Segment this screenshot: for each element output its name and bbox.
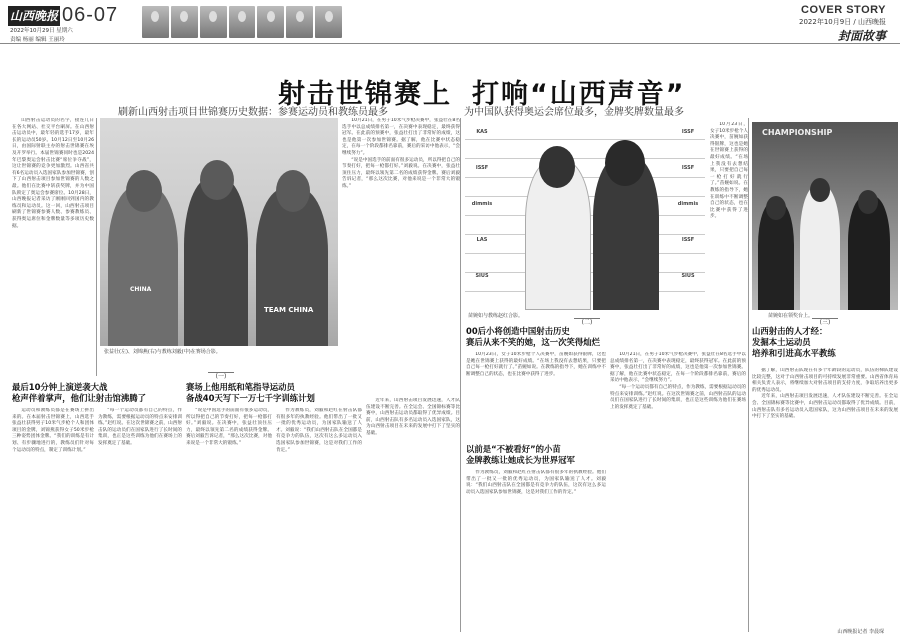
- photo-caption-mid: 苗婉如与教练赵红合影。: [468, 313, 524, 319]
- section-heading: 赛场上他用纸和笔指导运动员 备战40天写下一万七千字训练计划: [186, 382, 315, 403]
- page-number: 06-07: [62, 4, 119, 26]
- article-text: “说是中国选手的前面有很多运动员，所以得把自己的节奏打好，把每一枪都打好。”刘毅说。在决赛中，张益壮顶住压力，最终以领先第二名的成绩获得金牌。赛后刘毅告诉记者，“那么这次比赛，对他来说是一个非常大的锻炼。”: [342, 157, 460, 189]
- intro-text: 山西射击运动员的名字，接连几日在各大网站、社交平台刷屏。在山西射击运动员中，最年轻的选手17岁，最年长的运动员50岁。10月12日至10月26日，由国际射联主办的射击世锦赛在埃及开罗举行。本届世锦赛同时也是2024年巴黎奥运会射击比赛“席位争夺战”，这让世锦赛的竞争更加激烈。山西省共有6名运动员入选国家队参加世锦赛，创下了山西射击项目参加世锦赛的人数之最。他们在比赛中斩获奖牌，并为中国队锁定了奥运会参赛席位。10月28日，山西晚报记者采访了刚刚回到国内的教练员和运动员。这一回，山西射击项目刷新了世锦赛参赛人数、参赛教练员、获得奥运席位和金牌数量等多项历史数据。: [12, 118, 94, 229]
- article-column: [710, 122, 748, 312]
- editor-credits: 责编 杨丽 编辑 王丽玲: [10, 37, 65, 43]
- athlete-head: [766, 196, 786, 220]
- podium-photo: [752, 122, 898, 310]
- sponsor-logo: LAS: [476, 237, 488, 243]
- photo-caption-left: 张益壮(左)、刘锦燕(右)与教练刘毅(中)在赛场合影。: [104, 349, 221, 355]
- sponsor-logo: ISSF: [681, 237, 695, 243]
- section-tag: (二): [574, 318, 600, 327]
- sponsor-logo: dimmis: [677, 201, 699, 207]
- section-tag: (三): [812, 318, 838, 327]
- jersey-text: TEAM CHINA: [264, 306, 314, 314]
- athlete-thumbnail: [229, 6, 256, 38]
- article-column: [342, 118, 460, 380]
- coach-figure: [184, 178, 248, 346]
- sponsor-logo: dimmis: [471, 201, 493, 207]
- reporter-credit: 山西晚报记者 李晨琛: [837, 629, 884, 635]
- section-heading: 山西射击的人才经： 发掘本土运动员 培养和引进高水平教练: [752, 326, 836, 358]
- sponsor-logo: SIUS: [475, 273, 489, 279]
- article-text: 近年来，山西射击项目发展迅速，人才队伍建设不断完善。在全运会、全国锦标赛等比赛中，山西射击运动员都取得了优异成绩。目前，山西射击队有多名运动员入选国家队，这为山西射击项目在未来的发展中打下了坚实的基础。: [752, 394, 898, 420]
- article-text: “每一个运动员都有自己的特点，作为教练，需要根据运动员的特点来安排训练。”赵红说。在这次世锦赛之前，山西射击队的运动员们在国家队进行了长时间的集训，也正是这些训练为他们在赛场上的发挥奠定了基础。: [610, 384, 746, 410]
- article-text: 据了解，山西射击队现在有多个年龄段的运动员，队伍的梯队建设比较完整，这对于山西射击项目的可持续发展非常重要。山西省体育局相关负责人表示，将继续加大对射击项目的支持力度，争取培养出更多的优秀运动员。: [752, 368, 898, 393]
- article-column: [98, 408, 182, 632]
- photo-caption-right: 苗婉如在领奖台上。: [768, 313, 814, 319]
- article-column: [466, 352, 606, 440]
- column-divider: [748, 118, 749, 632]
- article-column: [610, 352, 746, 632]
- athlete-thumbnail: [200, 6, 227, 38]
- banner-text: CHAMPIONSHIP: [762, 128, 833, 137]
- sponsor-logo: ISSF: [681, 165, 695, 171]
- section-tag: (一): [208, 372, 234, 381]
- section-heading: 最后10分钟上演逆袭大战 枪声伴着掌声，他们让射击馆沸腾了: [12, 382, 146, 403]
- section-date: 2022年10月9日 / 山西晚报: [799, 18, 886, 26]
- athlete-head: [126, 170, 162, 212]
- issue-date: 2022年10月29日 星期六: [10, 28, 73, 34]
- headline-right: 打响“山西声音”: [472, 79, 686, 110]
- masthead: [0, 0, 900, 44]
- article-text: 作为教练员，刘毅和赵红在射击队都有很多年的执教经验。他们带出了一批又一批的优秀运动员，为国家队输送了人才。刘毅说：“我们山西射击队在全国都是有竞争力的队伍，这次有这么多运动员入选国家队参加世锦赛，这是对我们工作的肯定。”: [276, 408, 362, 453]
- article-text: 运动员和教练员都是在赛场上拼出来的。在本届射击世锦赛上，山西选手张益壮获得男子10米气步枪个人和团体项目的金牌，刘锦燕获得女子50米步枪三种姿势团体金牌。“我们的训练是有计划、有步骤地进行的，教练员们针对每个运动员的特点，制定了训练计划。”: [12, 408, 94, 453]
- athlete-head: [858, 190, 878, 214]
- article-column: [466, 470, 606, 632]
- headline-left: 射击世锦赛上: [278, 79, 452, 110]
- article-column: [186, 408, 272, 632]
- article-text: 10月21日，在男子10米气步枪决赛中，张益壮在8名选手中以总成绩排名第一，在决赛中表现稳定，最终获得冠军。在此前的预赛中，张益壮打出了非常好的成绩，这也是他第一次参加世锦赛。据了解，他在比赛中状态稳定，在每一个阶段都排名靠前，赛后的采访中他表示，“会继续努力”。: [342, 118, 460, 156]
- section-heading: 以前是“不被看好”的小苗 金牌教练让她成长为世界冠军: [466, 444, 575, 465]
- team-photo: [100, 118, 338, 346]
- athlete-thumbnail: [171, 6, 198, 38]
- newspaper-logo: 山西晚报: [8, 6, 60, 26]
- coach-head: [605, 140, 645, 186]
- athlete-thumbnail-strip: [142, 6, 342, 38]
- jersey-text: CHINA: [130, 286, 152, 293]
- athlete-head: [810, 178, 830, 202]
- coach-head: [200, 160, 234, 200]
- column-divider: [96, 118, 97, 376]
- athlete-thumbnail: [142, 6, 169, 38]
- coach-athlete-photo: [465, 122, 705, 310]
- article-text: 10月21日，在男子10米气步枪决赛中，张益壮在8名选手中以总成绩排名第一，在决赛中表现稳定，最终获得冠军。在此前的预赛中，张益壮打出了非常好的成绩，这也是他第一次参加世锦赛。据了解，他在比赛中状态稳定，在每一个阶段都排名靠前，赛后的采访中他表示，“会继续努力”。: [610, 352, 746, 384]
- subheadline-right: 为中国队获得奥运会席位最多，金牌奖牌数量最多: [464, 107, 684, 118]
- athlete-thumbnail: [315, 6, 342, 38]
- article-text: “说是中国选手的前面有很多运动员，所以得把自己的节奏打好，把每一枪都打好。”刘毅说。在决赛中，张益壮顶住压力，最终以领先第二名的成绩获得金牌。赛后刘毅告诉记者，“那么这次比赛，对他来说是一个非常大的锻炼。”: [186, 408, 272, 446]
- article-column: [276, 408, 362, 632]
- sponsor-logo: ISSF: [681, 129, 695, 135]
- article-text: 作为教练员，刘毅和赵红在射击队都有很多年的执教经验。他们带出了一批又一批的优秀运动员，为国家队输送了人才。刘毅说：“我们山西射击队在全国都是有竞争力的队伍，这次有这么多运动员入选国家队参加世锦赛，这是对我们工作的肯定。”: [466, 470, 606, 495]
- athlete-head: [539, 146, 575, 188]
- sponsor-logo: ISSF: [475, 165, 489, 171]
- article-text: 10月23日，女子10米步枪个人决赛中，苗婉如获得银牌，这也是她在世锦赛上获得的最好成绩。“在场上我没有去想结果，只要把自己每一枪打好就行了。”苗婉如说。在教练的指导下，她在训练中不断调整自己的状态，也在比赛中获得了进步。: [710, 122, 748, 220]
- subheadline-left: 刷新山西射击项目世锦赛历史数据：参赛运动员和教练员最多: [118, 107, 388, 118]
- article-column: [12, 408, 94, 632]
- article-text: 10月23日，女子10米步枪个人决赛中，苗婉如获得银牌，这也是她在世锦赛上获得的最好成绩。“在场上我没有去想结果，只要把自己每一枪打好就行了。”苗婉如说。在教练的指导下，她在训练中不断调整自己的状态，也在比赛中获得了进步。: [466, 352, 606, 377]
- section-label-en: COVER STORY: [801, 4, 886, 16]
- sponsor-logo: SIUS: [681, 273, 695, 279]
- article-column: [366, 398, 460, 632]
- athlete-figure: [800, 186, 840, 310]
- athlete-thumbnail: [286, 6, 313, 38]
- article-text: 近年来，山西射击项目发展迅速，人才队伍建设不断完善。在全运会、全国锦标赛等比赛中，山西射击运动员都取得了优异成绩。目前，山西射击队有多名运动员入选国家队，这为山西射击项目在未来的发展中打下了坚实的基础。: [366, 398, 460, 436]
- section-heading: 00后小将创造中国射击历史 赛后从来不笑的她，这一次笑得灿烂: [466, 326, 600, 347]
- article-text: “每一个运动员都有自己的特点，作为教练，需要根据运动员的特点来安排训练。”赵红说。在这次世锦赛之前，山西射击队的运动员们在国家队进行了长时间的集训，也正是这些训练为他们在赛场上的发挥奠定了基础。: [98, 408, 182, 446]
- intro-column: [12, 118, 94, 376]
- column-divider: [460, 118, 461, 632]
- article-column: [752, 368, 898, 624]
- section-label-cn: 封面故事: [837, 29, 886, 43]
- sponsor-logo: KAS: [476, 129, 488, 135]
- athlete-head: [276, 170, 310, 212]
- athlete-thumbnail: [257, 6, 284, 38]
